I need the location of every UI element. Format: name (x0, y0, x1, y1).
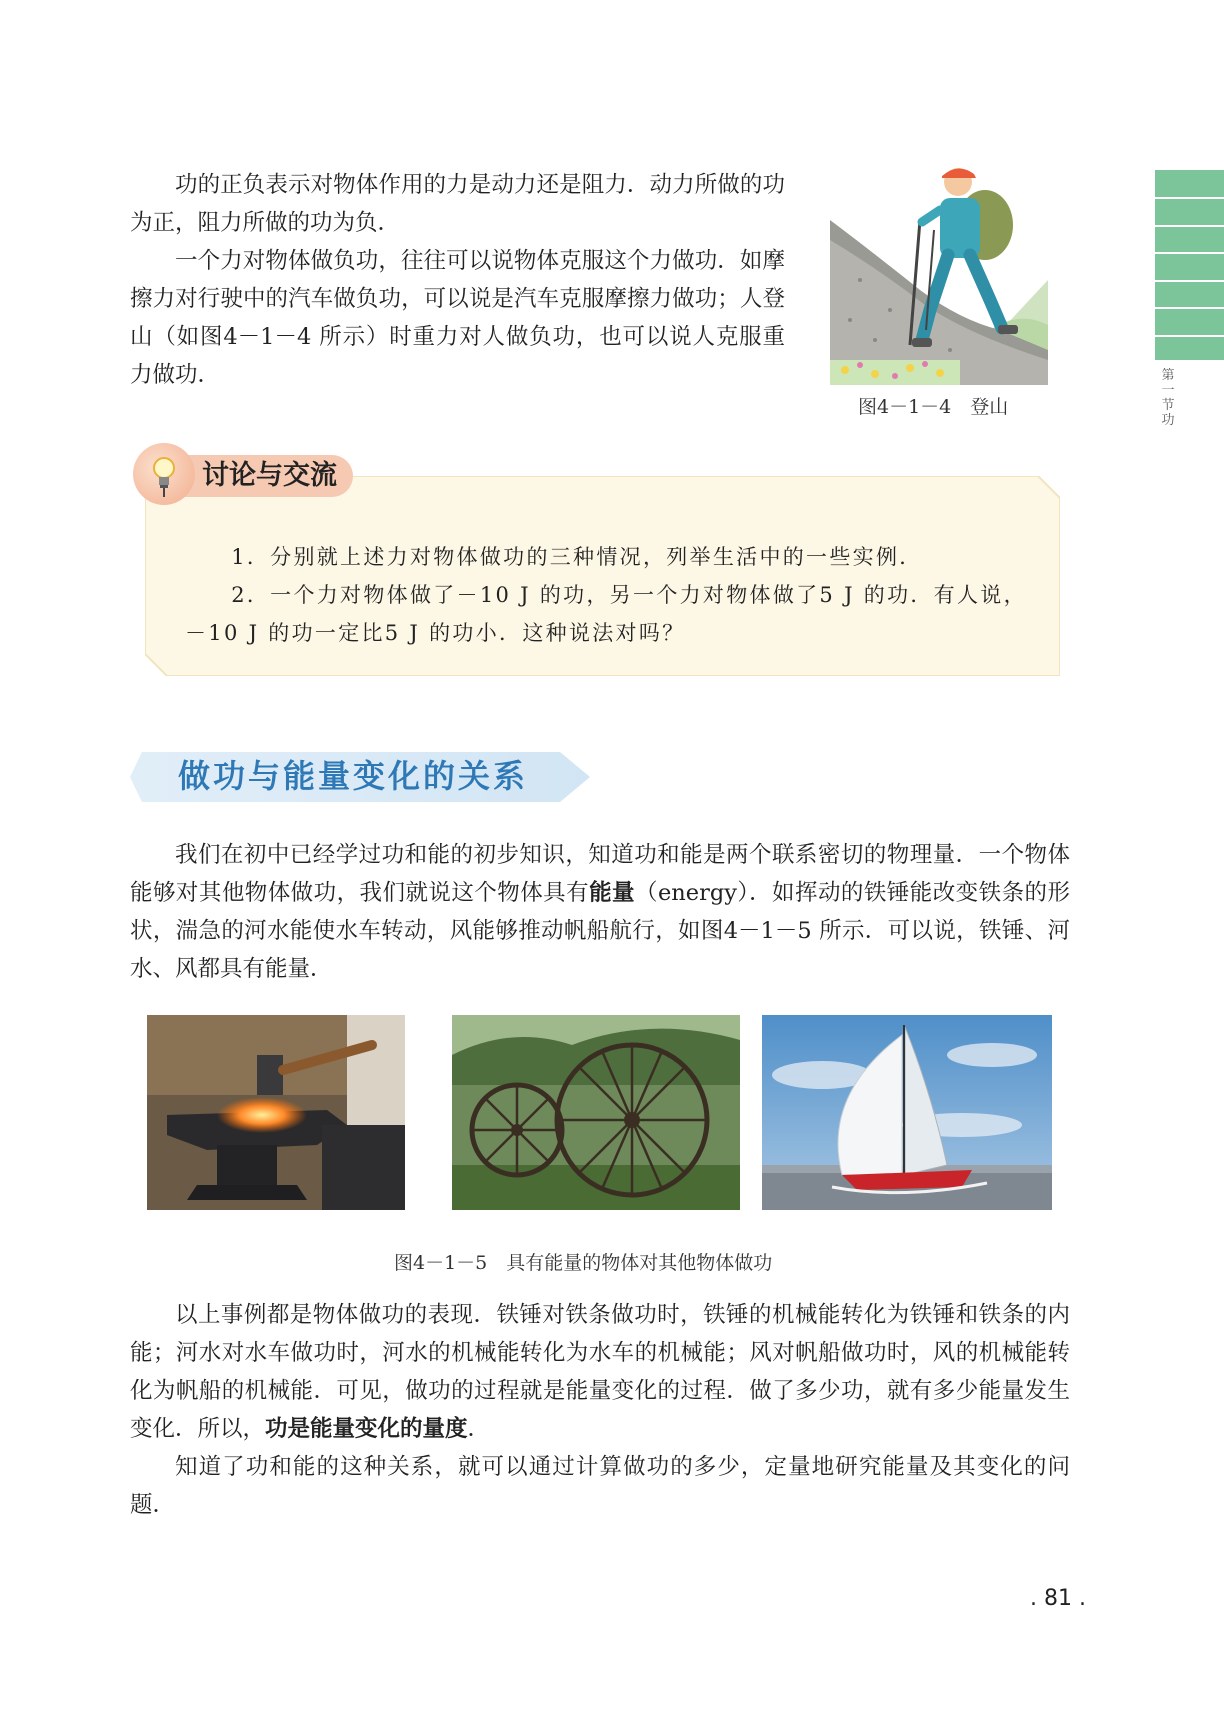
side-chapter-tab (1155, 170, 1224, 360)
discussion-item-1: 1．分别就上述力对物体做功的三种情况，列举生活中的一些实例． (231, 545, 923, 569)
paragraph (130, 836, 1070, 988)
discussion-item-2: 2．一个力对物体做了－10 J 的功，另一个力对物体做了5 J 的功．有人说，－10 J 的功一定比5 J 的功小．这种说法对吗？ (185, 583, 1027, 645)
paragraph: 一个力对物体做负功，往往可以说物体克服这个力做功．如摩擦力对行驶中的汽车做负功，可以说是汽车克服摩擦力做功；人登山（如图4－1－4 所示）时重力对人做负功，也可以说人克服重力做功． (130, 248, 785, 388)
discussion-title: 讨论与交流 (202, 460, 337, 491)
sailboat-photo (762, 1015, 1052, 1210)
hammer-anvil-photo (147, 1015, 405, 1210)
term-energy: 能量 (589, 880, 635, 906)
water-wheel-photo (452, 1015, 740, 1210)
page-number: . 81 . (1030, 1586, 1086, 1611)
paragraph: 知道了功和能的这种关系，就可以通过计算做功的多少，定量地研究能量及其变化的问题． (130, 1454, 1070, 1518)
lightbulb-icon (133, 443, 195, 505)
paragraph (130, 1296, 1070, 1448)
intro-text (130, 166, 785, 394)
figure-caption: 图4－1－5 具有能量的物体对其他物体做功 (394, 1252, 773, 1274)
key-statement: 功是能量变化的量度 (265, 1416, 468, 1442)
side-section-label: 第一节 功 (1161, 368, 1188, 428)
text-run: 以上事例都是物体做功的表现．铁锤对铁条做功时，铁锤的机械能转化为铁锤和铁条的内能；河水对水车做功时，河水的机械能转化为水车的机械能；风对帆船做功时，风的机械能转化为帆船的机械能．可见，做功的过程就是能量变化的过程．做了多少功，就有多少能量发生变化．所以， (130, 1302, 1070, 1442)
hiker-illustration (830, 160, 1048, 385)
section-text-2 (130, 1296, 1070, 1524)
text-run: 我们在初中已经学过功和能的初步知识，知道功和能是两个联系密切的物理量．一个物体能够对其他物体做功，我们就说这个物体具有 (130, 842, 1070, 906)
text-run: ． (467, 1416, 491, 1442)
discussion-questions (185, 538, 1035, 652)
section-heading: 做功与能量变化的关系 (178, 757, 529, 795)
figure-caption: 图4－1－4 登山 (858, 396, 1009, 418)
text-run: （energy）．如挥动的铁锤能改变铁条的形状，湍急的河水能使水车转动，风能够推动帆船航行，如图4－1－5 所示．可以说，铁锤、河水、风都具有能量． (130, 880, 1070, 982)
section-text-1 (130, 836, 1070, 988)
paragraph: 功的正负表示对物体作用的力是动力还是阻力．动力所做的功为正，阻力所做的功为负． (130, 172, 785, 236)
